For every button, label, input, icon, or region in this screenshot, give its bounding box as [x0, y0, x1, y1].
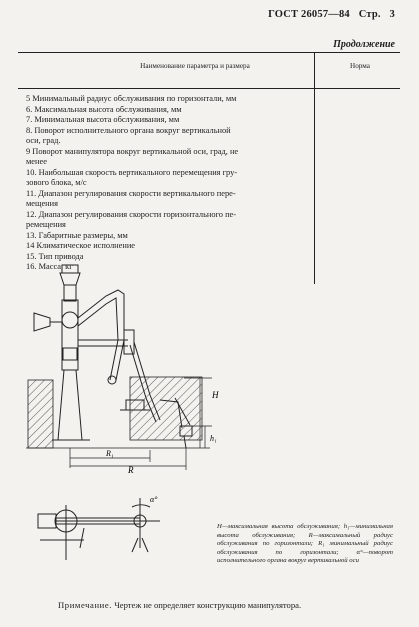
table-row: 7. Минимальная высота обслуживания, мм	[26, 115, 180, 124]
note-label: Примечание.	[58, 600, 113, 610]
note	[58, 600, 301, 610]
table-row: 11. Диапазон регулирования скорости вертикального пере-	[26, 188, 236, 198]
column-header-norm: Норма	[350, 62, 370, 70]
plan-view	[38, 498, 160, 560]
table-row: 10. Наибольшая скорость вертикального перемещения гру-	[26, 167, 238, 177]
table-row: оси, град.	[26, 136, 61, 145]
table-row: мещения	[26, 199, 58, 208]
table-row: 8. Поворот исполнительного органа вокруг вертикальной	[26, 125, 231, 135]
continuation-label: Продолжение	[333, 39, 395, 50]
table-row: ремещения	[26, 220, 66, 229]
table-row: зового блока, м/с	[26, 178, 87, 187]
label-h1: h₁	[210, 434, 217, 443]
table-row: 16. Масса, кг	[26, 262, 73, 271]
table-row: 12. Диапазон регулирования скорости горизонтального пе-	[26, 209, 237, 219]
right-block	[130, 377, 202, 440]
column-header-parameter: Наименование параметра и размера	[140, 62, 250, 70]
page-label: Стр.	[358, 9, 381, 20]
page-number: 3	[389, 9, 395, 20]
table-row: 14 Климатическое исполнение	[26, 241, 136, 250]
table-row: 6. Максимальная высота обслуживания, мм	[26, 104, 182, 114]
table-row: 15. Тип привода	[26, 251, 84, 261]
table-row: 9 Поворот манипулятора вокруг вертикальной оси, град, не	[26, 146, 239, 156]
column-head	[60, 265, 80, 301]
standard-number: ГОСТ 26057—84	[268, 9, 350, 20]
table-row: менее	[26, 157, 47, 166]
table-row: 13. Габаритные размеры, мм	[26, 230, 128, 240]
left-wall	[28, 380, 53, 448]
figure-caption: H—максимальная высота обслуживания; h₁—минимальная высота обслуживания; R—максимальный радиус обслуживания по горизонтали; R₁ минимальный радиус обслуживания по горизонтали; α°—поворот исполнительного органа вокруг вертикальной оси	[217, 523, 393, 565]
note-text: Чертеж не определяет конструкцию манипулятора.	[112, 600, 302, 610]
label-H: H	[212, 390, 219, 400]
label-alpha: α°	[150, 495, 158, 504]
label-R: R	[128, 465, 134, 475]
table-row: 5 Минимальный радиус обслуживания по горизонтали, мм	[26, 94, 237, 103]
label-R1: R₁	[106, 449, 114, 458]
